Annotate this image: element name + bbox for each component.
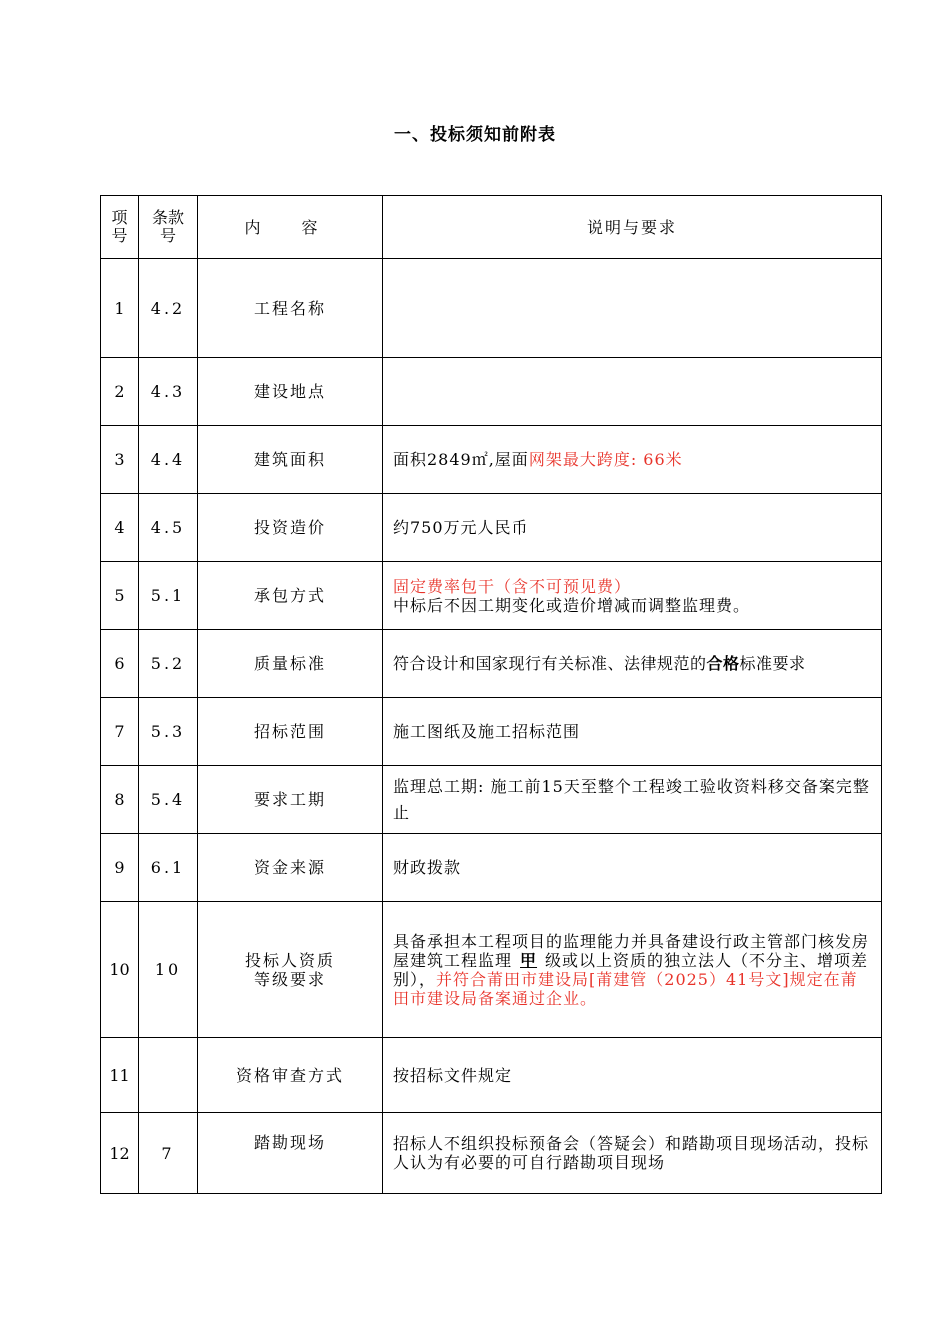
cell-clause [139, 1038, 198, 1113]
cell-item: 质量标准 [198, 630, 383, 698]
cell-desc [383, 902, 882, 1038]
cell-desc [383, 358, 882, 426]
cell-item: 建筑面积 [198, 426, 383, 494]
cell-clause: 5.2 [139, 630, 198, 698]
cell-no: 5 [101, 562, 139, 630]
table-header-row [101, 196, 882, 259]
cell-clause: 4.5 [139, 494, 198, 562]
header-clause: 条款号 [139, 196, 198, 259]
cell-item: 资格审查方式 [198, 1038, 383, 1113]
tender-notice-table [100, 195, 882, 1194]
qualification-text-red: 并符合莆田市建设局[莆建管（2025）41号文]规定在莆田市建设局备案通过企业。 [393, 969, 858, 1008]
qualification-label-line1: 投标人资质 [244, 950, 335, 970]
qualification-text-mid: 级或以上资质的独立法人（不分主、增项差别）， [393, 950, 869, 989]
contract-note-text: 中标后不因工期变化或造价增减而调整监理费。 [393, 595, 751, 615]
table-row [101, 766, 882, 834]
cell-clause: 5.4 [139, 766, 198, 834]
table-row [101, 834, 882, 902]
quality-text-pre: 符合设计和国家现行有关标准、法律规范的 [393, 654, 707, 673]
cell-item: 招标范围 [198, 698, 383, 766]
cell-no: 6 [101, 630, 139, 698]
cell-no: 9 [101, 834, 139, 902]
cell-no: 3 [101, 426, 139, 494]
table-row [101, 426, 882, 494]
quality-text-post: 标准要求 [739, 654, 806, 673]
cell-no: 1 [101, 259, 139, 358]
cell-desc: 招标人不组织投标预备会（答疑会）和踏勘项目现场活动，投标人认为有必要的可自行踏勘项目现场 [383, 1113, 882, 1194]
table-row [101, 494, 882, 562]
contract-mode-text: 固定费率包干（含不可预见费） [393, 576, 632, 596]
cell-clause: 4.3 [139, 358, 198, 426]
cell-item: 资金来源 [198, 834, 383, 902]
cell-desc [383, 562, 882, 630]
cell-clause: 4.4 [139, 426, 198, 494]
header-item: 内 容 [198, 196, 383, 259]
cell-clause: 5.3 [139, 698, 198, 766]
quality-text-bold: 合格 [706, 654, 740, 673]
cell-clause: 7 [139, 1113, 198, 1194]
cell-no: 4 [101, 494, 139, 562]
cell-desc: 约750万元人民币 [383, 494, 882, 562]
cell-desc [383, 630, 882, 698]
qualification-text-pre: 具备承担本工程项目的监理能力并具备建设行政主管部门核发房屋建筑工程监理 [393, 931, 870, 970]
cell-no: 8 [101, 766, 139, 834]
header-no: 项号 [101, 196, 139, 259]
area-text: 面积2849㎡,屋面 [393, 450, 529, 469]
cell-no: 2 [101, 358, 139, 426]
cell-no: 7 [101, 698, 139, 766]
page-title: 一、投标须知前附表 [394, 125, 556, 145]
table-row [101, 630, 882, 698]
table-row [101, 562, 882, 630]
cell-clause: 10 [139, 902, 198, 1038]
cell-item [198, 902, 383, 1038]
cell-item: 承包方式 [198, 562, 383, 630]
cell-clause: 4.2 [139, 259, 198, 358]
cell-item: 建设地点 [198, 358, 383, 426]
cell-desc [383, 426, 882, 494]
cell-desc: 按招标文件规定 [383, 1038, 882, 1113]
cell-no: 11 [101, 1038, 139, 1113]
header-desc: 说明与要求 [383, 196, 882, 259]
cell-desc: 财政拨款 [383, 834, 882, 902]
table-row [101, 358, 882, 426]
qualification-grade: 甲 [520, 950, 538, 970]
table-row [101, 259, 882, 358]
cell-item: 工程名称 [198, 259, 383, 358]
table-row [101, 698, 882, 766]
cell-clause: 6.1 [139, 834, 198, 902]
table-row [101, 1038, 882, 1113]
cell-item: 踏勘现场 [198, 1113, 383, 1194]
table-row [101, 1113, 882, 1194]
cell-item: 要求工期 [198, 766, 383, 834]
cell-no: 10 [101, 902, 139, 1038]
cell-desc: 施工图纸及施工招标范围 [383, 698, 882, 766]
table-row [101, 902, 882, 1038]
cell-no: 12 [101, 1113, 139, 1194]
cell-item: 投资造价 [198, 494, 383, 562]
qualification-label-line2: 等级要求 [253, 969, 326, 989]
cell-desc: 监理总工期: 施工前15天至整个工程竣工验收资料移交备案完整止 [383, 766, 882, 834]
cell-clause: 5.1 [139, 562, 198, 630]
span-text: 网架最大跨度: 66米 [528, 450, 683, 469]
cell-desc [383, 259, 882, 358]
